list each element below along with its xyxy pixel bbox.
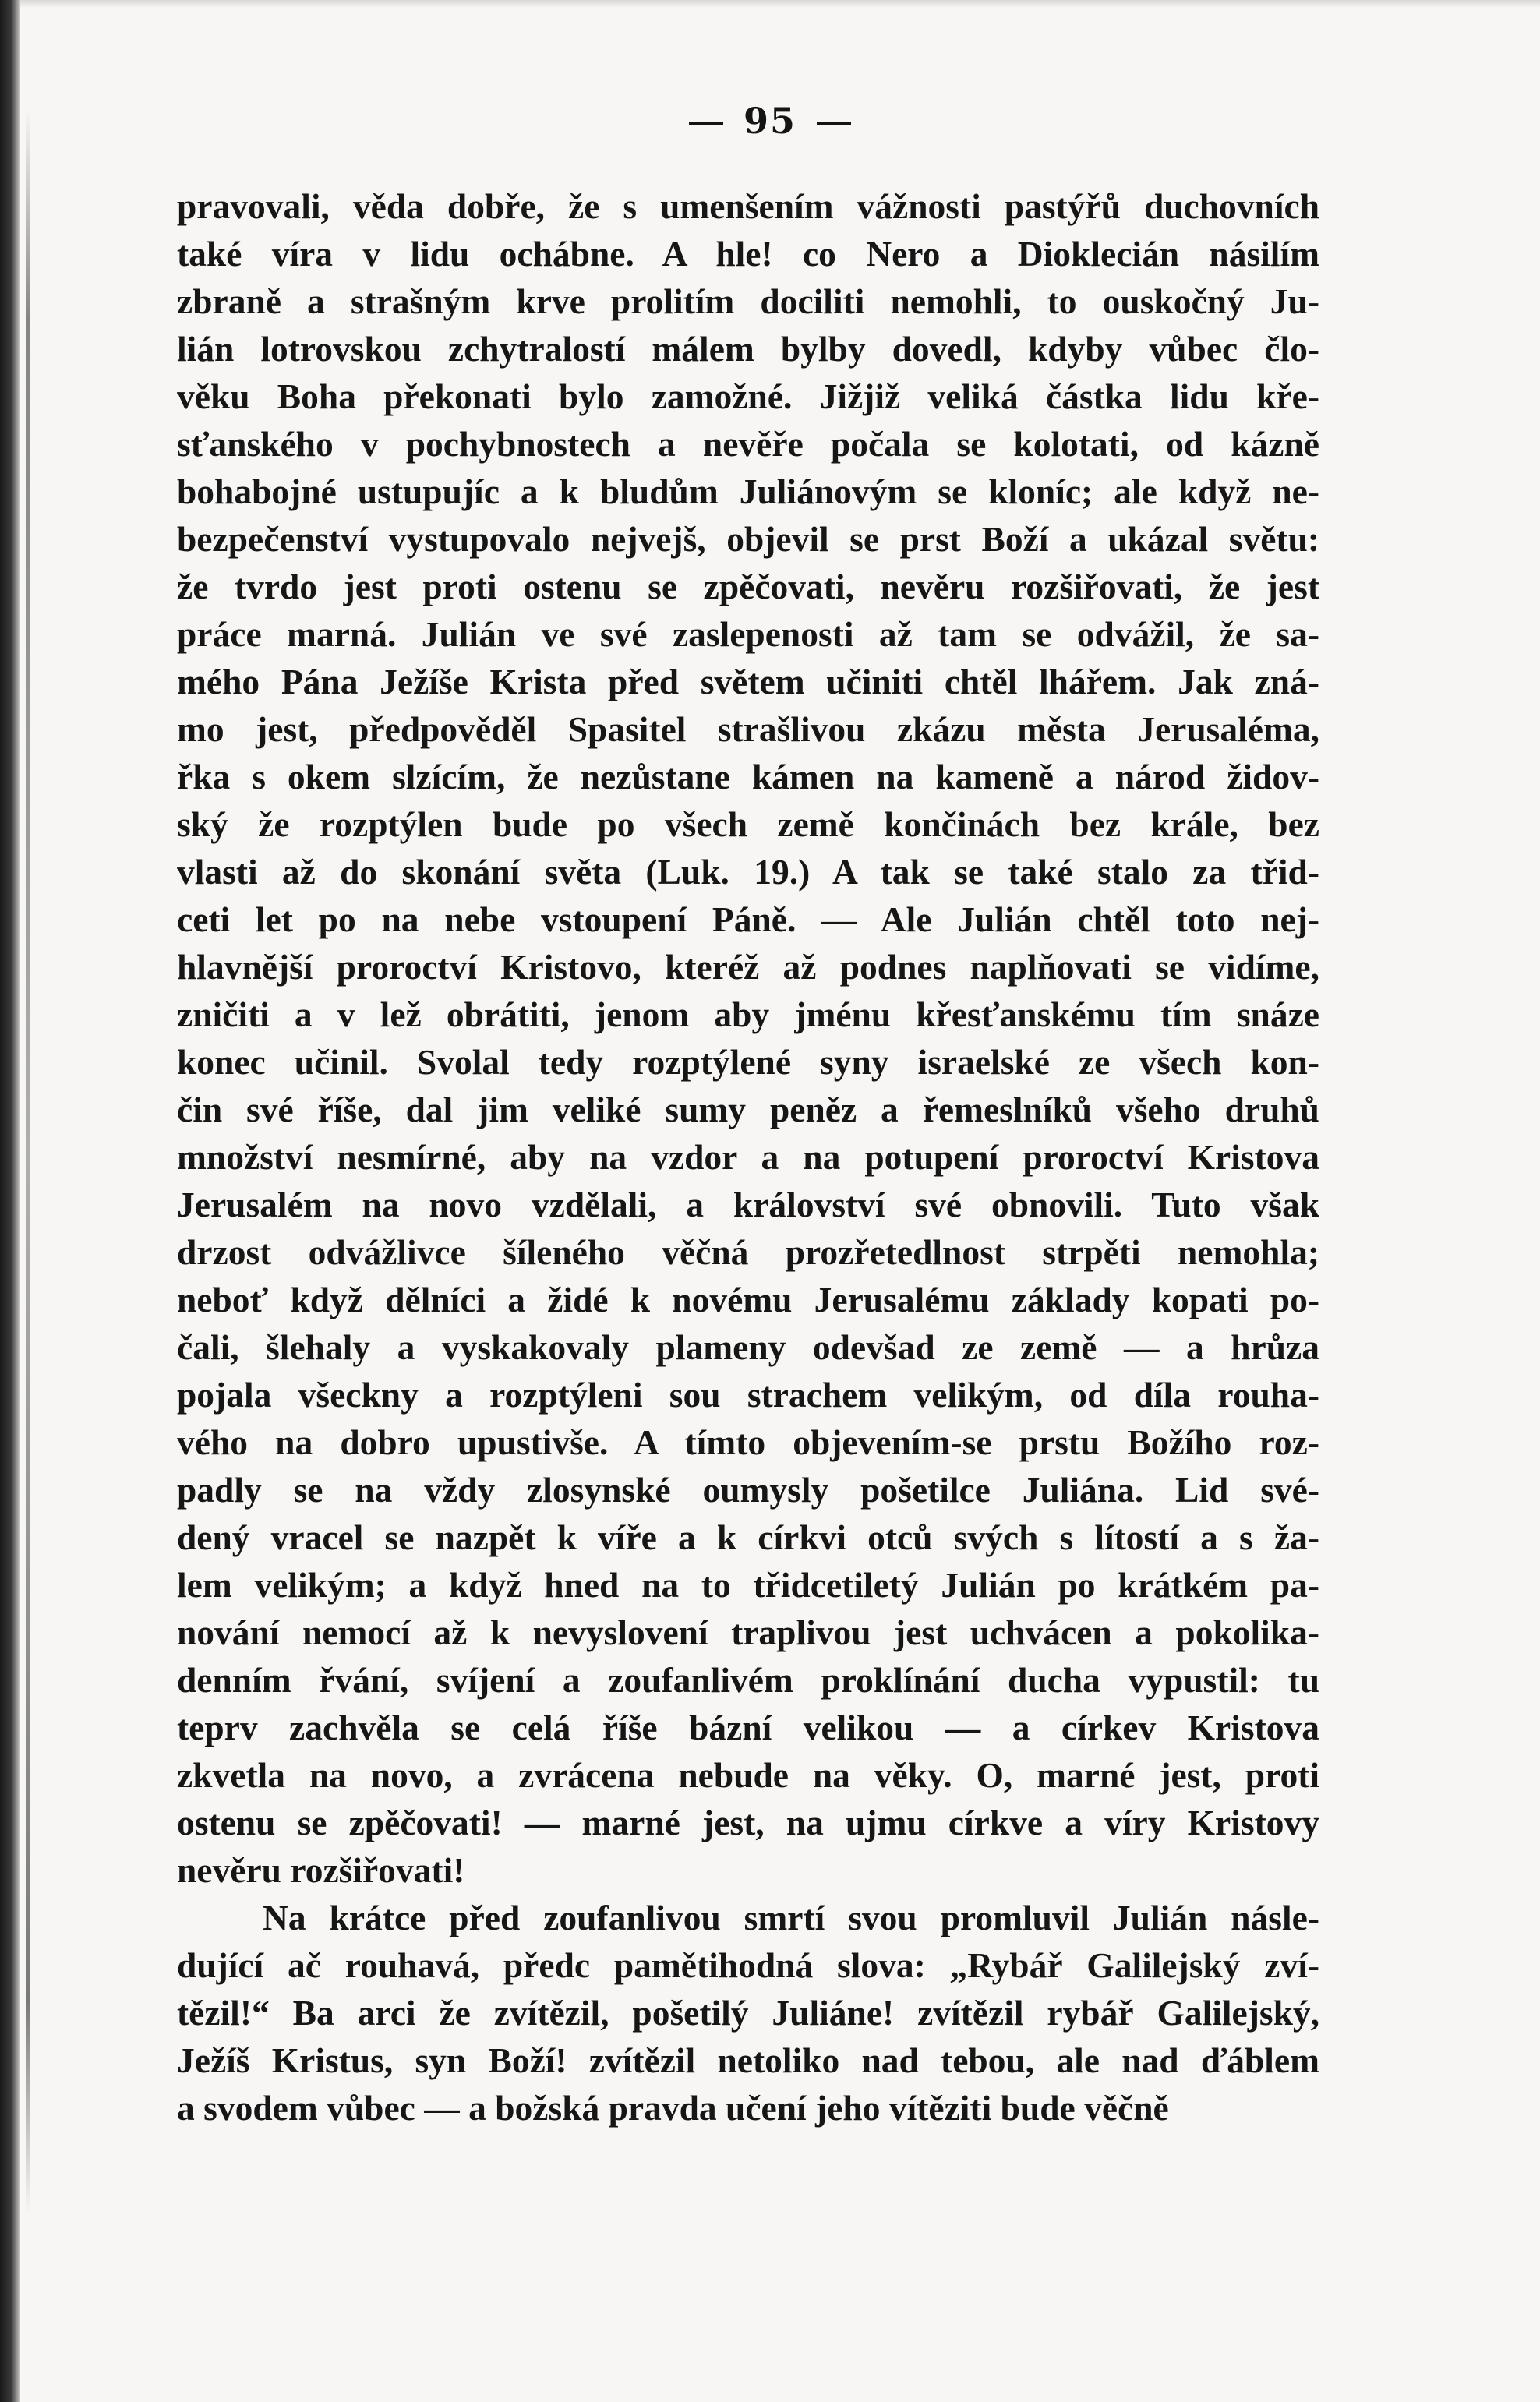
text-line: Na krátce před zoufanlivou smrtí svou promluvil Julián násle- [263,1898,1319,1937]
text-line: ský že rozptýlen bude po všech země končinách bez krále, bez [177,804,1319,844]
text-line: dující ač rouhavá, předc pamětihodná slova: „Rybář Galilejský zví- [177,1945,1319,1985]
text-line: padly se na vždy zlosynské oumysly pošetilce Juliána. Lid své- [177,1470,1319,1510]
body-text [177,182,1319,2132]
text-line: teprv zachvěla se celá říše bázní velikou — a církev Kristova [177,1708,1319,1747]
scan-shadow-line [26,109,30,2213]
text-line: také víra v lidu ochábne. A hle! co Nero a Dioklecián násilím [177,234,1319,274]
text-line: bezpečenství vystupovalo nejvejš, objevil se prst Boží a ukázal světu: [177,519,1319,559]
text-line: konec učinil. Svolal tedy rozptýlené syny israelské ze všech kon- [177,1042,1319,1082]
text-line: hlavnější proroctví Kristovo, kteréž až podnes naplňovati se vidíme, [177,947,1319,987]
text-line: mo jest, předpověděl Spasitel strašlivou zkázu města Jerusaléma, [177,709,1319,749]
text-line: pravovali, věda dobře, že s umenšením vážnosti pastýřů duchovních [177,186,1319,226]
text-line: denním řvání, svíjení a zoufanlivém proklínání ducha vypustil: tu [177,1660,1319,1700]
text-line: vlasti až do skonání světa (Luk. 19.) A tak se také stalo za třid- [177,852,1319,892]
text-line: vého na dobro upustivše. A tímto objevením-se prstu Božího roz- [177,1422,1319,1462]
page-header [0,100,1540,142]
text-line: množství nesmírné, aby na vzdor a na potupení proroctví Kristova [177,1137,1319,1177]
text-line: bohabojné ustupujíc a k bludům Juliánovým se kloníc; ale když ne- [177,472,1319,511]
text-line: čin své říše, dal jim veliké sumy peněz a řemeslníků všeho druhů [177,1090,1319,1129]
text-line: mého Pána Ježíše Krista před světem učiniti chtěl lhářem. Jak zná- [177,662,1319,701]
text-line: čali, šlehaly a vyskakovaly plameny odevšad ze země — a hrůza [177,1327,1319,1367]
text-line: zkvetla na novo, a zvrácena nebude na věky. O, marné jest, proti [177,1755,1319,1795]
header-dash-right [817,122,851,125]
text-line: zničiti a v lež obrátiti, jenom aby jménu křesťanskému tím snáze [177,994,1319,1034]
text-line: zbraně a strašným krve prolitím dociliti nemohli, to ouskočný Ju- [177,281,1319,321]
header-dash-left [689,122,723,125]
text-line: Jerusalém na novo vzdělali, a království své obnovili. Tuto však [177,1185,1319,1224]
text-line: dený vracel se nazpět k víře a k církvi otců svých s lítostí a s ža- [177,1517,1319,1557]
text-line: sťanského v pochybnostech a nevěře počala se kolotati, od kázně [177,424,1319,464]
text-line: věku Boha překonati bylo zamožné. Jižjiž veliká částka lidu kře- [177,376,1319,416]
scan-top-edge [0,0,1540,8]
text-line: řka s okem slzícím, že nezůstane kámen na kameně a národ židov- [177,757,1319,797]
text-line: drzost odvážlivce šíleného věčná prozřetedlnost strpěti nemohla; [177,1232,1319,1272]
text-line: že tvrdo jest proti ostenu se zpěčovati, nevěru rozšiřovati, že jest [177,567,1319,606]
text-line: práce marná. Julián ve své zaslepenosti až tam se odvážil, že sa- [177,614,1319,654]
text-line: Ježíš Kristus, syn Boží! zvítězil netoliko nad tebou, ale nad ďáblem [177,2040,1319,2080]
text-line: tězil!“ Ba arci že zvítězil, pošetilý Juliáne! zvítězil rybář Galilejský, [177,1993,1319,2033]
text-line: pojala všeckny a rozptýleni sou strachem velikým, od díla rouha- [177,1375,1319,1415]
text-line: ostenu se zpěčovati! — marné jest, na ujmu církve a víry Kristovy [177,1803,1319,1842]
text-line: lem velikým; a když hned na to třidcetiletý Julián po krátkém pa- [177,1565,1319,1605]
text-line: nování nemocí až k nevyslovení traplivou jest uchvácen a pokolika- [177,1613,1319,1652]
scan-binding-edge [0,0,20,2402]
text-line: nevěru rozšiřovati! [177,1850,465,1890]
page-number: 95 [743,100,796,142]
text-line: lián lotrovskou zchytralostí málem bylby dovedl, kdyby vůbec člo- [177,329,1319,369]
text-line: ceti let po na nebe vstoupení Páně. — Ale Julián chtěl toto nej- [177,899,1319,939]
text-line: neboť když dělníci a židé k novému Jerusalému základy kopati po- [177,1280,1319,1319]
text-line: a svodem vůbec — a božská pravda učení jeho vítěziti bude věčně [177,2088,1169,2128]
